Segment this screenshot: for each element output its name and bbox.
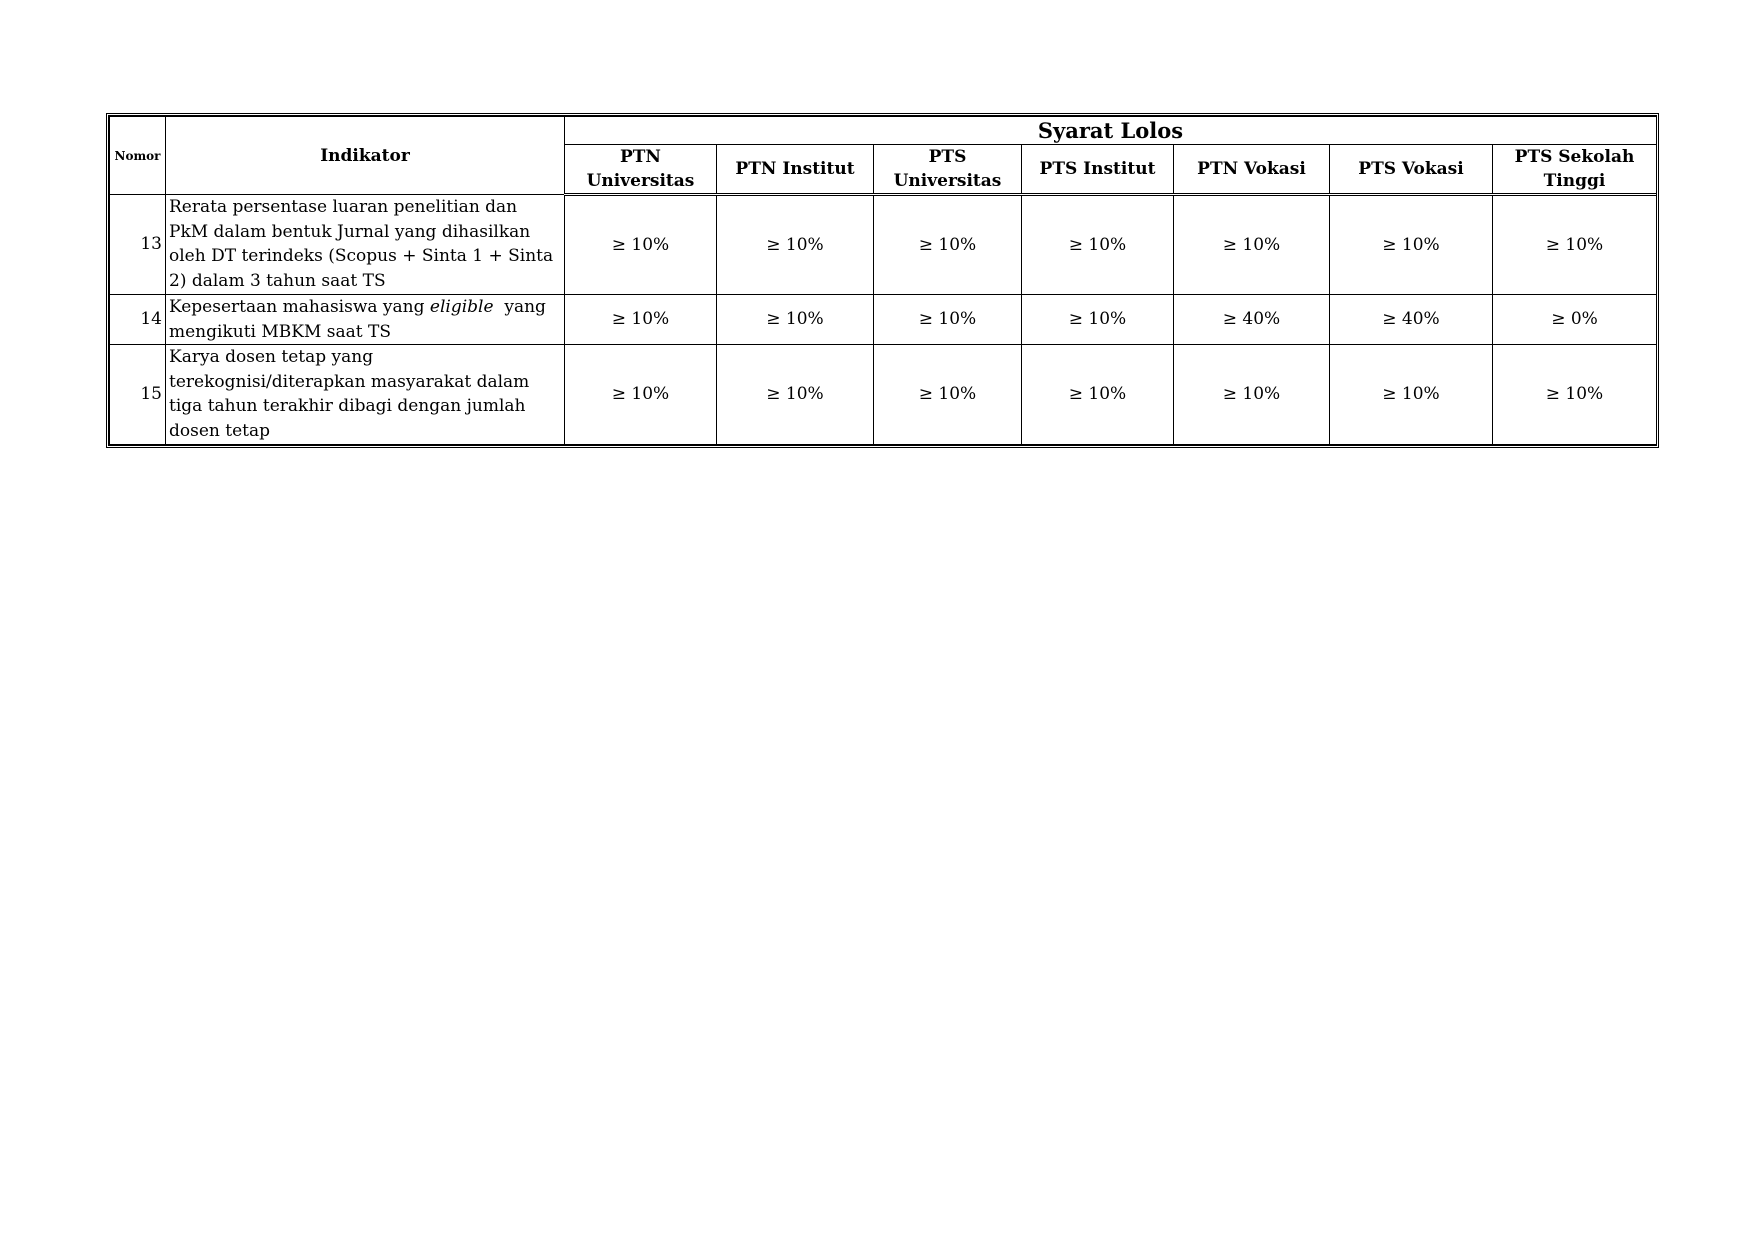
value-cell: ≥ 10% bbox=[1493, 345, 1657, 445]
value-cell: ≥ 10% bbox=[565, 295, 717, 345]
row-nomor: 14 bbox=[110, 295, 166, 345]
value-cell: ≥ 10% bbox=[565, 195, 717, 295]
value-cell: ≥ 10% bbox=[874, 345, 1022, 445]
value-cell: ≥ 10% bbox=[565, 345, 717, 445]
table-row bbox=[110, 295, 1657, 345]
header-row-group bbox=[110, 117, 1657, 145]
value-cell: ≥ 40% bbox=[1330, 295, 1493, 345]
value-cell: ≥ 10% bbox=[1022, 295, 1174, 345]
table-row bbox=[110, 345, 1657, 445]
value-cell: ≥ 10% bbox=[1174, 345, 1330, 445]
row-nomor: 13 bbox=[110, 195, 166, 295]
table-row bbox=[110, 195, 1657, 295]
indikator-text-before: Kepesertaan mahasiswa yang bbox=[169, 297, 430, 317]
header-syarat-lolos: Syarat Lolos bbox=[565, 117, 1657, 145]
value-cell: ≥ 10% bbox=[1174, 195, 1330, 295]
row-nomor: 15 bbox=[110, 345, 166, 445]
value-cell: ≥ 40% bbox=[1174, 295, 1330, 345]
row-indikator: Karya dosen tetap yang terekognisi/diterapkan masyarakat dalam tiga tahun terakhir dibagi dengan jumlah dosen tetap bbox=[166, 345, 565, 445]
indikator-text-after: yang mengikuti MBKM saat TS bbox=[169, 297, 552, 342]
value-cell: ≥ 10% bbox=[717, 345, 874, 445]
header-ptn-vokasi: PTN Vokasi bbox=[1174, 145, 1330, 195]
header-indikator: Indikator bbox=[166, 117, 565, 195]
header-pts-universitas: PTS Universitas bbox=[874, 145, 1022, 195]
value-cell: ≥ 10% bbox=[717, 195, 874, 295]
indicator-table bbox=[109, 116, 1657, 445]
row-indikator bbox=[166, 295, 565, 345]
header-pts-vokasi: PTS Vokasi bbox=[1330, 145, 1493, 195]
value-cell: ≥ 10% bbox=[1022, 195, 1174, 295]
indicator-table-container bbox=[106, 113, 1659, 448]
row-indikator: Rerata persentase luaran penelitian dan PkM dalam bentuk Jurnal yang dihasilkan oleh DT terindeks (Scopus + Sinta 1 + Sinta 2) dalam 3 tahun saat TS bbox=[166, 195, 565, 295]
value-cell: ≥ 10% bbox=[1493, 195, 1657, 295]
value-cell: ≥ 10% bbox=[717, 295, 874, 345]
value-cell: ≥ 10% bbox=[1330, 345, 1493, 445]
value-cell: ≥ 0% bbox=[1493, 295, 1657, 345]
indikator-text-italic: eligible bbox=[429, 297, 494, 317]
header-ptn-universitas: PTN Universitas bbox=[565, 145, 717, 195]
value-cell: ≥ 10% bbox=[874, 295, 1022, 345]
header-nomor: Nomor bbox=[110, 117, 166, 195]
value-cell: ≥ 10% bbox=[1330, 195, 1493, 295]
value-cell: ≥ 10% bbox=[1022, 345, 1174, 445]
header-ptn-institut: PTN Institut bbox=[717, 145, 874, 195]
header-pts-institut: PTS Institut bbox=[1022, 145, 1174, 195]
value-cell: ≥ 10% bbox=[874, 195, 1022, 295]
header-pts-sekolah-tinggi: PTS Sekolah Tinggi bbox=[1493, 145, 1657, 195]
